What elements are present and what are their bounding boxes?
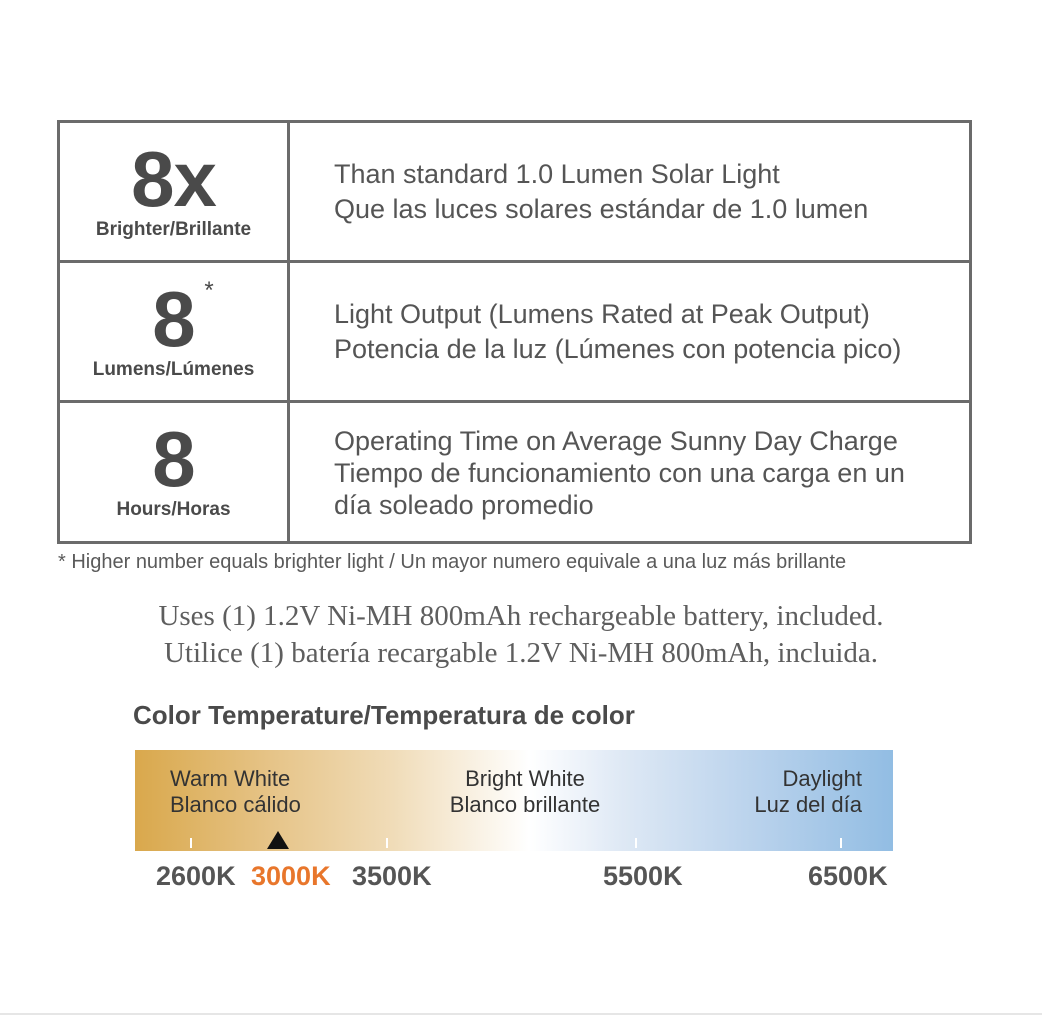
lumens-value: 8 *	[152, 274, 213, 363]
kelvin-label-2600: 2600K	[156, 861, 236, 891]
selected-temperature-marker-icon	[267, 831, 289, 849]
brightness-value: 8x	[131, 134, 216, 223]
description-line: Than standard 1.0 Lumen Solar Light	[334, 158, 780, 189]
kelvin-label-5500: 5500K	[603, 861, 683, 891]
kelvin-label-3500: 3500K	[352, 861, 432, 891]
spec-row-hours	[60, 403, 969, 541]
description-line: día soleado promedio	[334, 490, 594, 520]
spec-value-cell	[60, 403, 290, 541]
battery-info	[0, 598, 1042, 672]
battery-line-english: Uses (1) 1.2V Ni-MH 800mAh rechargeable battery, included.	[158, 600, 884, 632]
spec-description-cell	[290, 123, 969, 260]
spec-value-cell	[60, 123, 290, 260]
zone-label-bright-white	[445, 766, 605, 818]
lumens-label: Lumens/Lúmenes	[92, 358, 255, 380]
battery-line-spanish: Utilice (1) batería recargable 1.2V Ni-MH 800mAh, incluida.	[163, 637, 879, 669]
spec-value-cell	[60, 263, 290, 400]
scale-tick	[386, 838, 388, 848]
zone-label-warm-white	[170, 766, 301, 818]
description-line: Operating Time on Average Sunny Day Charge	[334, 426, 898, 456]
zone-label-line: Warm White	[170, 766, 291, 791]
kelvin-label-6500: 6500K	[808, 861, 888, 891]
spec-table	[57, 120, 972, 544]
bottom-divider	[0, 1013, 1042, 1015]
zone-label-line: Bright White	[465, 766, 585, 791]
scale-tick	[840, 838, 842, 848]
scale-tick	[635, 838, 637, 848]
asterisk-mark: *	[204, 276, 213, 304]
zone-label-daylight	[730, 766, 862, 818]
spec-description-cell	[290, 403, 969, 541]
footnote: * Higher number equals brighter light / Un mayor numero equivale a una luz más brillante	[58, 551, 847, 573]
zone-label-line: Blanco brillante	[449, 792, 601, 817]
color-temperature-title: Color Temperature/Temperatura de color	[133, 700, 635, 730]
brightness-label: Brighter/Brillante	[95, 218, 252, 240]
spec-row-lumens	[60, 263, 969, 403]
scale-tick	[190, 838, 192, 848]
spec-row-brightness	[60, 123, 969, 263]
zone-label-line: Daylight	[782, 766, 862, 791]
description-line: Light Output (Lumens Rated at Peak Output)	[334, 298, 870, 329]
description-line: Tiempo de funcionamiento con una carga en un	[334, 458, 905, 488]
zone-label-line: Blanco cálido	[170, 792, 301, 817]
hours-label: Hours/Horas	[116, 499, 231, 520]
spec-description-cell	[290, 263, 969, 400]
hours-value: 8	[152, 415, 195, 503]
zone-label-line: Luz del día	[754, 792, 862, 817]
description-line: Que las luces solares estándar de 1.0 lumen	[334, 193, 869, 224]
kelvin-label-3000-selected: 3000K	[251, 861, 331, 891]
description-line: Potencia de la luz (Lúmenes con potencia pico)	[334, 333, 902, 364]
